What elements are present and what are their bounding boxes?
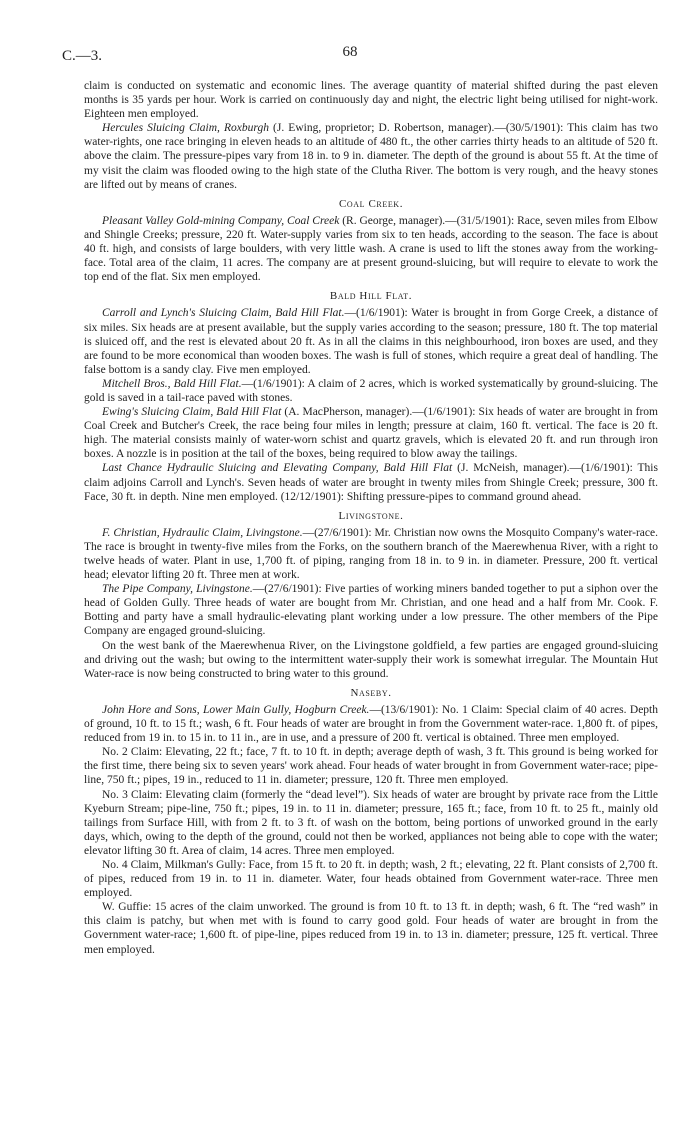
paragraph-text: —(27/6/1901): Mr. Christian now owns the Mosquito Company's water-race. The race is brought in twenty-five miles from the Forks, on the southern branch of the Maerewhenua River, with a right to twelve heads of water. Plant in use, 1,700 ft. of piping, ranging from 18 in. to 9 in. in diameter. Pressure, 200 ft. vertical head; elevator lifting 20 ft. Three men at work. — [84, 526, 658, 582]
claim-name: The Pipe Company, Livingstone. — [102, 583, 253, 596]
claim-name: Last Chance Hydraulic Sluicing and Elevating Company, Bald Hill Flat — [102, 462, 453, 475]
paragraph-text: —(1/6/1901): Water is brought in from Gorge Creek, a distance of six miles. Six heads are at present available, but the supply varies according to the season; pressure, 180 ft. The top material is sluiced off, and the rest is elevated about 20 ft. As in all the claims in this neighbourhood, iron boxes are used, and they are found to be more economical than wooden boxes. The wash is full of stones, which require a great deal of handling. The false bottom is a sandy clay. Five men employed. — [84, 307, 658, 376]
section-heading: Bald Hill Flat. — [329, 290, 413, 303]
claim-name: Pleasant Valley Gold-mining Company, Coal Creek — [102, 214, 340, 227]
paragraph-text: No. 3 Claim: Elevating claim (formerly the “dead level”). Six heads of water are brought by private race from the Little Kyeburn Stream; pipe-line, 750 ft.; pipes, 19 in. to 11 in. diameter; pressure, 165 ft.; face, from 10 ft. to 25 ft., mainly old tailings from Surface Hill, with from 2 ft. to 3 ft. of wash on the bottom, being portions of unworked ground in the early days, which, owing to the depth of the ground, could not then be worked, appliances not being able to cope with the water; elevator lifting 30 ft. Area of claim, 14 acres. Three men employed. — [84, 788, 658, 857]
paragraph-text: (J. Ewing, proprietor; D. Robertson, manager).—(30/5/1901): This claim has two water-rights, one race bringing in eleven heads to an altitude of 480 ft., the other carries thirty heads to an altitude of 520 ft. above the claim. The pressure-pipes vary from 18 in. to 9 in. diameter. The depth of the ground is about 55 ft. At the time of my visit the claim was flooded owing to the high state of the Clutha River. The bottom is very rough, and the heavy stones are lifted out by means of cranes. — [84, 122, 659, 191]
paragraph — [84, 788, 658, 858]
paragraph-text: No. 2 Claim: Elevating, 22 ft.; face, 7 ft. to 10 ft. in depth; average depth of wash, 3 ft. This ground is being worked for the first time, there being six to seven years' work ahead. Four heads of water brought in from Government water-race; pipe-line, 750 ft.; pipes, 19 in., reduced to 11 in. diameter; pressure, 120 ft. Three men employed. — [84, 746, 658, 787]
paragraph-text: (A. MacPherson, manager).—(1/6/1901): Six heads of water are brought in from Coal Creek and Butcher's Creek, the race being four miles in length; pressure at claim, 160 ft. vertical. The face is 20 ft. high. The material consists mainly of water-worn schist and quartz gravels, which is elevated 20 ft. and run through iron boxes. A nozzle is in position at the tail of the boxes, being required to blow away the tailings. — [84, 406, 658, 461]
paragraph — [84, 405, 658, 461]
paragraph — [84, 461, 658, 503]
paragraph-text: —(27/6/1901): Five parties of working miners banded together to put a siphon over the head of Golden Gully. Three heads of water are bought from Mr. Christian, and one head and a half from Mr. Cook. F. Botting and party have a small hydraulic-elevating plant working under a low pressure. The other members of the Pipe Company are engaged ground-sluicing. — [84, 583, 658, 638]
section-heading: Naseby. — [350, 686, 392, 699]
paragraph — [84, 703, 658, 745]
paragraph — [84, 900, 658, 956]
paragraph-text: claim is conducted on systematic and economic lines. The average quantity of material shifted during the past eleven months is 35 yards per hour. Work is carried on continuously day and night, the electric light being utilised for night-work. Eighteen men employed. — [84, 80, 658, 121]
document-body — [84, 79, 658, 957]
paragraph-text: On the west bank of the Maerewhenua River, on the Livingstone goldfield, a few parties are engaged ground-sluicing and driving out the wash; but owing to the intermittent water-supply their work is somewhat irregular. The Mountain Hut Water-race is now being constructed to bring water to this ground. — [84, 639, 658, 680]
paragraph — [84, 306, 658, 376]
section-heading: Coal Creek. — [338, 197, 404, 210]
paragraph — [84, 639, 658, 681]
paragraph — [84, 526, 658, 582]
claim-name: F. Christian, Hydraulic Claim, Livingstone. — [102, 526, 303, 539]
claim-name: Hercules Sluicing Claim, Roxburgh — [102, 122, 269, 135]
claim-name: Ewing's Sluicing Claim, Bald Hill Flat — [102, 406, 282, 419]
paragraph — [84, 858, 658, 900]
paragraph — [84, 377, 658, 405]
paragraph — [84, 121, 658, 191]
paragraph — [84, 214, 658, 284]
paragraph — [84, 582, 658, 638]
paragraph — [84, 745, 658, 787]
paragraph-text: No. 4 Claim, Milkman's Gully: Face, from 15 ft. to 20 ft. in depth; wash, 2 ft.; elevating, 22 ft. Plant consists of 2,700 ft. of pipes, reduced from 19 in. to 11 in. diameter. Water, four heads obtained from Government water-race. Three men employed. — [84, 858, 658, 900]
paragraph-text: —(13/6/1901): No. 1 Claim: Special claim of 40 acres. Depth of ground, 10 ft. to 15 ft.; wash, 6 ft. Four heads of water are brought in from the Government water-race. 1,800 ft. of pipes, reduced from 19 in. to 15 in. to 11 in., are in use, and a pressure of 200 ft. vertical is obtained. Three men employed. — [84, 703, 658, 745]
claim-name: John Hore and Sons, Lower Main Gully, Hogburn Creek. — [102, 703, 370, 716]
section-code: C.—3. — [62, 48, 103, 64]
paragraph — [84, 79, 658, 121]
paragraph-text: —(1/6/1901): A claim of 2 acres, which is worked systematically by ground-sluicing. The gold is saved in a tail-race paved with stones. — [84, 377, 658, 404]
paragraph-text: (R. George, manager).—(31/5/1901): Race, seven miles from Elbow and Shingle Creeks; pressure, 220 ft. Water-supply varies from six to ten heads, according to the season. The face is about 40 ft. high, and consists of large boulders, with very little wash. A crane is used to lift the stones away from the working-face. Total area of the claim, 11 acres. The company are at present ground-sluicing, but will require to elevate to work the top end of the flat. Six men employed. — [84, 214, 658, 284]
claim-name: Carroll and Lynch's Sluicing Claim, Bald Hill Flat. — [102, 307, 345, 320]
section-heading: Livingstone. — [338, 509, 404, 522]
paragraph-text: (J. McNeish, manager).—(1/6/1901): This claim adjoins Carroll and Lynch's. Seven heads of water are brought in twenty miles from Shingle Creek; pressure, 300 ft. Face, 30 ft. in depth. Nine men employed. (12/12/1901): Shifting pressure-pipes to command ground ahead. — [84, 462, 658, 503]
page-number: 68 — [342, 44, 358, 60]
paragraph-text: W. Guffie: 15 acres of the claim unworked. The ground is from 10 ft. to 13 ft. in depth; wash, 6 ft. The “red wash” in this claim is patchy, but when met with is found to carry good gold. Four heads of water are brought in from the Government water-race; 1,600 ft. of pipe-line, pipes reduced from 19 in. to 13 in. diameter; pressure, 125 ft. vertical. Three men employed. — [84, 901, 658, 956]
claim-name: Mitchell Bros., Bald Hill Flat. — [102, 377, 242, 390]
